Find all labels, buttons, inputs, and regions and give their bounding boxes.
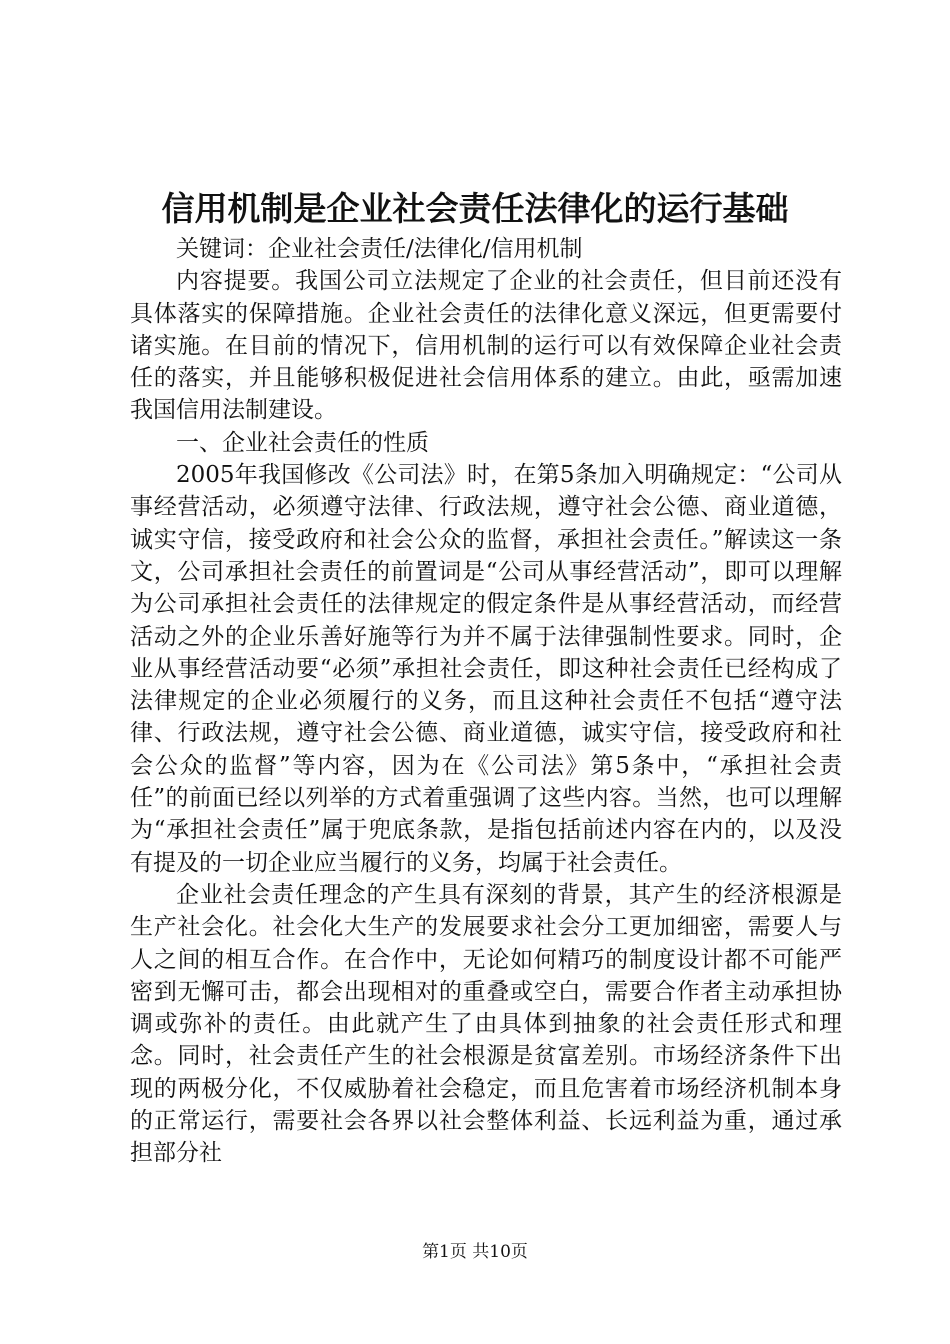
document-body — [130, 233, 842, 1170]
page-footer: 第1页 共10页 — [422, 1242, 528, 1262]
body-paragraph: 2005年我国修改《公司法》时，在第5条加入明确规定：“公司从事经营活动，必须遵守法律、行政法规，遵守社会公德、商业道德，诚实守信，接受政府和社会公众的监督，承担社会责任。”解读这一条文，公司承担社会责任的前置词是“公司从事经营活动”，即可以理解为公司承担社会责任的法律规定的假定条件是从事经营活动，而经营活动之外的企业乐善好施等行为并不属于法律强制性要求。同时，企业从事经营活动要“必须”承担社会责任，即这种社会责任已经构成了法律规定的企业必须履行的义务，而且这种社会责任不包括“遵守法律、行政法规，遵守社会公德、商业道德，诚实守信，接受政府和社会公众的监督”等内容，因为在《公司法》第5条中，“承担社会责任”的前面已经以列举的方式着重强调了这些内容。当然，也可以理解为“承担社会责任”属于兜底条款，是指包括前述内容在内的，以及没有提及的一切企业应当履行的义务，均属于社会责任。 — [130, 462, 842, 876]
keywords-line: 关键词：企业社会责任/法律化/信用机制 — [176, 236, 583, 262]
body-paragraph: 企业社会责任理念的产生具有深刻的背景，其产生的经济根源是生产社会化。社会化大生产的发展要求社会分工更加细密，需要人与人之间的相互合作。在合作中，无论如何精巧的制度设计都不可能严密到无懈可击，都会出现相对的重叠或空白，需要合作者主动承担协调或弥补的责任。由此就产生了由具体到抽象的社会责任形式和理念。同时，社会责任产生的社会根源是贫富差别。市场经济条件下出现的两极分化，不仅威胁着社会稳定，而且危害着市场经济机制本身的正常运行，需要社会各界以社会整体利益、长远利益为重，通过承担部分社 — [130, 881, 842, 1167]
section-heading: 一、企业社会责任的性质 — [176, 429, 429, 456]
document-title: 信用机制是企业社会责任法律化的运行基础 — [161, 189, 789, 228]
abstract-paragraph: 内容提要。我国公司立法规定了企业的社会责任，但目前还没有具体落实的保障措施。企业社会责任的法律化意义深远，但更需要付诸实施。在目前的情况下，信用机制的运行可以有效保障企业社会责任的落实，并且能够积极促进社会信用体系的建立。由此，亟需加速我国信用法制建设。 — [130, 268, 842, 424]
